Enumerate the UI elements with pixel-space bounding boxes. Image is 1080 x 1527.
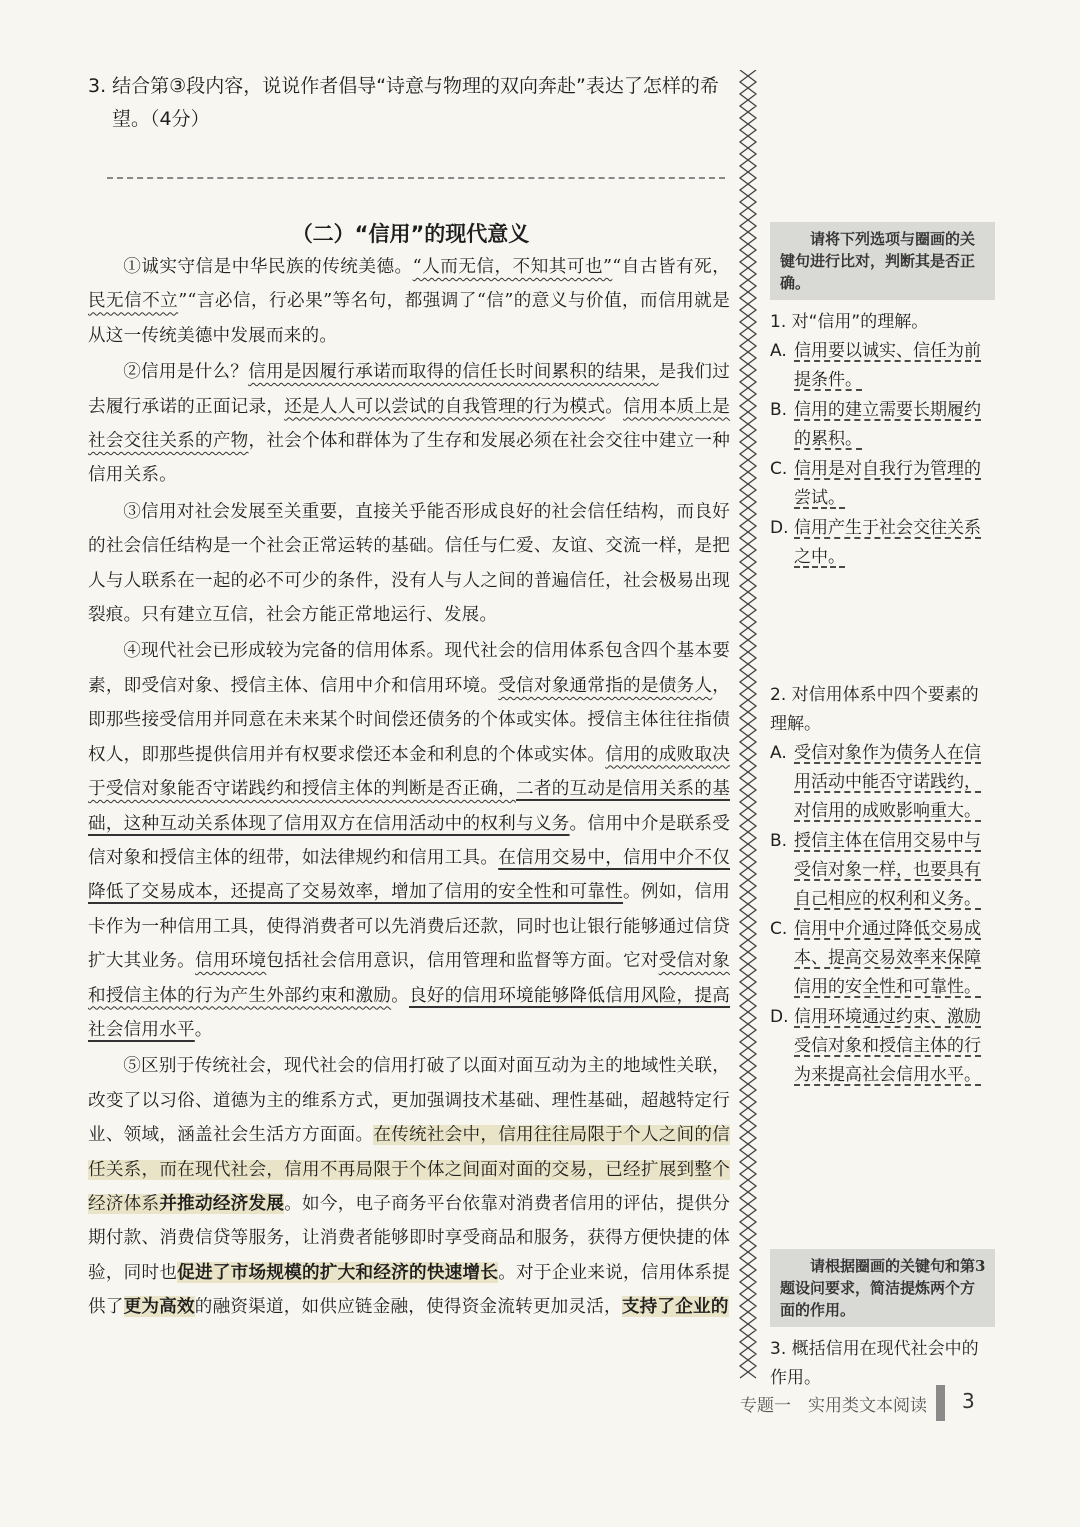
key-sentence: 受信对象和授信主体的行为产生外部约束和激励 (88, 951, 730, 1006)
answer-line (107, 177, 725, 179)
option-c (770, 915, 995, 1002)
tip-box-1: 请将下列选项与圈画的关键句进行比对，判断其是否正确。 (770, 222, 995, 300)
footer-topic: 专题一 (740, 1396, 791, 1416)
key-phrase: 民无信不立 (88, 291, 179, 312)
option-label: C. (770, 919, 788, 939)
paragraph-4 (88, 634, 730, 1047)
option-label: A. (770, 743, 787, 763)
article (88, 250, 730, 1327)
text: 。 (391, 985, 410, 1006)
option-text: 信用产生于社会交往关系之中。 (794, 518, 981, 567)
option-d (770, 514, 995, 572)
text: ，社会个体和群体为了生存和发展必须在社会交往中建立一种信用关系。 (88, 431, 730, 486)
text: 。对于企业来说，信用体系提供了 (88, 1262, 730, 1318)
text: ②信用是什么？ (123, 362, 249, 383)
spacer (770, 1091, 995, 1249)
option-label: B. (770, 831, 788, 851)
spacer (770, 573, 995, 681)
key-sentence: 在信用交易中，信用中介不仅降低了交易成本，还提高了交易效率，增加了信用的安全性和可靠性 (88, 847, 730, 903)
highlighted-sentence: 在传统社会中，信用往往局限于个人之间的信任关系，而在现代社会，信用不再局限于个体之间面对面的交易，已经扩展到整个经济体系 (88, 1125, 730, 1214)
side-question-2-options (770, 739, 995, 1090)
text: ①诚实守信是中华民族的传统美德。 (123, 257, 413, 277)
side-question-2: 2. 对信用体系中四个要素的理解。 (770, 685, 979, 734)
option-label: D. (770, 1007, 789, 1027)
option-text: 信用环境通过约束、激励受信对象和授信主体的行为来提高社会信用水平。 (794, 1007, 981, 1085)
text: 。例如，信用卡作为一种信用工具，使得消费者可以先消费后还款，同时也让银行能够通过信贷扩大其业务。 (88, 882, 730, 972)
side-question-1: 1. 对“信用”的理解。 (770, 312, 929, 332)
key-phrase: 信用环境 (195, 951, 267, 972)
option-a (770, 739, 995, 826)
side-question-3: 3. 概括信用在现代社会中的作用。 (770, 1339, 979, 1388)
option-text: 受信对象作为债务人在信用活动中能否守诺践约，对信用的成败影响重大。 (794, 743, 981, 821)
option-text: 信用的建立需要长期履约的累积。 (794, 400, 981, 449)
paragraph-5 (88, 1049, 730, 1324)
highlighted-sentence: 更为高效 (123, 1296, 195, 1318)
footer-title: 实用类文本阅读 (808, 1396, 927, 1416)
text: 是我们过去履行承诺的正面记录， (88, 362, 730, 417)
tip-box-2: 请根据圈画的关键句和第3题设问要求，简洁提炼两个方面的作用。 (770, 1249, 995, 1327)
highlighted-sentence: 促进了市场规模的扩大和经济的快速增长 (177, 1261, 499, 1283)
footer-bar (936, 1385, 945, 1421)
paragraph-2 (88, 355, 730, 493)
question-3: 3. 结合第③段内容，说说作者倡导“诗意与物理的双向奔赴”表达了怎样的希望。（4分） (88, 75, 719, 130)
zigzag-divider (736, 70, 760, 1385)
option-label: A. (770, 341, 787, 361)
option-b (770, 396, 995, 454)
text: “自古皆有死， (612, 257, 731, 277)
key-sentence: 信用的成败取决于受信对象能否守诺践约和授信主体的判断是否正确， (88, 744, 730, 800)
side-question-1-options (770, 337, 995, 572)
key-phrase: “人而无信，不知其可也” (412, 257, 613, 277)
key-sentence: 二者的互动是信用关系的基础，这种互动关系体现了信用双方在信用活动中的权利与义务 (88, 779, 730, 834)
text: ④现代社会已形成较为完备的信用体系。现代社会的信用体系包含四个基本要素，即受信对象、授信主体、信用中介和信用环境。 (88, 641, 730, 696)
text: 包括社会信用意识，信用管理和监督等方面。它对 (266, 951, 659, 972)
option-a (770, 337, 995, 395)
text: 。 (194, 1019, 213, 1040)
text: 的融资渠道，如供应链金融，使得资金流转更加灵活， (194, 1297, 622, 1318)
option-text: 信用是对自我行为管理的尝试。 (794, 459, 981, 508)
option-text: 信用中介通过降低交易成本、提高交易效率来保障信用的安全性和可靠性。 (794, 919, 981, 997)
previous-question (88, 70, 733, 136)
key-sentence: 信用本质上是社会交往关系的产物 (88, 396, 731, 452)
key-sentence: 受信对象通常指的是债务人 (498, 675, 713, 696)
key-sentence: 信用是因履行承诺而取得的信任长时间累积的结果， (248, 362, 659, 383)
text: ”“言必信，行必果”等名句，都强调了“信”的意义与价值，而信用就是从这一传统美德中发展而来的。 (88, 291, 730, 346)
paragraph-3: ③信用对社会发展至关重要，直接关乎能否形成良好的社会信任结构，而良好的社会信任结构是一个社会正常运转的基础。信任与仁爱、友谊、交流一样，是把人与人联系在一起的必不可少的条件，没有人与人之间的普遍信任，社会极易出现裂痕。只有建立互信，社会方能正常地运行、发展。 (88, 501, 730, 626)
page-number: 3 (962, 1389, 975, 1413)
highlighted-sentence: 并推动经济发展 (159, 1192, 285, 1214)
highlighted-sentence: 支持了企业的 (621, 1296, 729, 1318)
option-label: D. (770, 518, 789, 538)
paragraph-1 (88, 250, 730, 353)
text: ，即那些接受信用并同意在未来某个时间偿还债务的个体或实体。授信主体往往指债权人，即那些提供信用并有权要求偿还本金和利息的个体或实体。 (88, 675, 730, 765)
option-text: 信用要以诚实、信任为前提条件。 (794, 341, 981, 390)
option-d (770, 1003, 995, 1090)
option-b (770, 827, 995, 914)
key-sentence: 良好的信用环境能够降低信用风险，提高社会信用水平 (88, 985, 731, 1040)
option-text: 授信主体在信用交易中与受信对象一样，也要具有自己相应的权利和义务。 (794, 831, 981, 909)
text: 。 (605, 396, 624, 417)
sidebar (770, 222, 995, 1393)
option-label: C. (770, 459, 788, 479)
text: ⑤区别于传统社会，现代社会的信用打破了以面对面互动为主的地域性关联，改变了以习俗、道德为主的维系方式，更加强调技术基础、理性基础，超越特定行业、领域，涵盖社会生活方方面面。 (88, 1056, 730, 1146)
option-c (770, 455, 995, 513)
text: 。如今，电子商务平台依靠对消费者信用的评估，提供分期付款、消费信贷等服务，让消费者能够即时享受商品和服务，获得方便快捷的体验，同时也 (88, 1193, 730, 1283)
key-sentence: 还是人人可以尝试的自我管理的行为模式 (284, 396, 606, 417)
text: 。信用中介是联系受信对象和授信主体的纽带，如法律规约和信用工具。 (88, 813, 730, 868)
footer (740, 1385, 1000, 1425)
section-title: （二）“信用”的现代意义 (291, 222, 530, 246)
option-label: B. (770, 400, 788, 420)
